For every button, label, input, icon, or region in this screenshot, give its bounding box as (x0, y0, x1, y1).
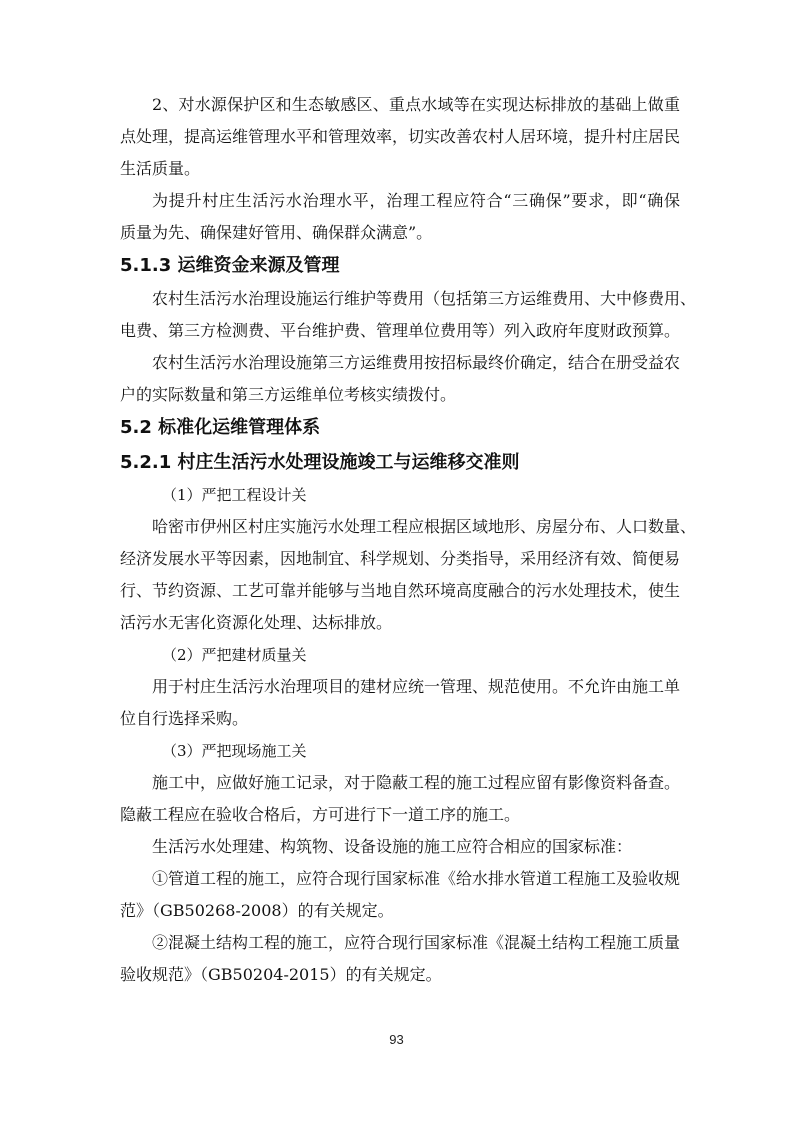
paragraph-9-line-1: ①管道工程的施工，应符合现行国家标准《给水排水管道工程施工及验收规 (152, 869, 681, 888)
paragraph-8-line-1: 生活污水处理建、构筑物、设备设施的施工应符合相应的国家标准： (152, 837, 633, 856)
paragraph-1-line-3: 生活质量。 (120, 159, 201, 178)
paragraph-4-line-2: 户的实际数量和第三方运维单位考核实绩拨付。 (120, 385, 457, 404)
paragraph-1-line-2: 点处理，提高运维管理水平和管理效率，切实改善农村人居环境，提升村庄居民 (120, 127, 681, 146)
paragraph-9-line-2: 范》（GB50268-2008）的有关规定。 (120, 901, 394, 920)
page-number: 93 (389, 1032, 404, 1047)
paragraph-3-line-2: 电费、第三方检测费、平台维护费、管理单位费用等）列入政府年度财政预算。 (120, 321, 681, 340)
paragraph-5-line-3: 行、节约资源、工艺可靠并能够与当地自然环境高度融合的污水处理技术，使生 (120, 581, 681, 600)
paragraph-1-line-1: 2、对水源保护区和生态敏感区、重点水域等在实现达标排放的基础上做重 (152, 95, 680, 114)
paragraph-3-line-1: 农村生活污水治理设施运行维护等费用（包括第三方运维费用、大中修费用、 (152, 289, 697, 308)
subheading-construction: （3）严把现场施工关 (162, 742, 307, 760)
paragraph-5-line-1: 哈密市伊州区村庄实施污水处理工程应根据区域地形、房屋分布、人口数量、 (152, 517, 697, 536)
paragraph-2-line-1: 为提升村庄生活污水治理水平，治理工程应符合“三确保”要求，即“确保 (152, 191, 680, 210)
section-heading-5-2: 5.2 标准化运维管理体系 (120, 417, 321, 438)
subheading-materials: （2）严把建材质量关 (162, 646, 307, 664)
section-heading-5-1-3: 5.1.3 运维资金来源及管理 (120, 255, 340, 276)
paragraph-6-line-2: 位自行选择采购。 (120, 709, 249, 728)
subheading-design: （1）严把工程设计关 (162, 486, 307, 504)
paragraph-4-line-1: 农村生活污水治理设施第三方运维费用按招标最终价确定，结合在册受益农 (152, 353, 681, 372)
paragraph-2-line-2: 质量为先、确保建好管用、确保群众满意”。 (120, 223, 433, 242)
paragraph-7-line-1: 施工中，应做好施工记录，对于隐蔽工程的施工过程应留有影像资料备查。 (152, 773, 681, 792)
paragraph-5-line-4: 活污水无害化资源化处理、达标排放。 (120, 613, 393, 632)
paragraph-10-line-1: ②混凝土结构工程的施工，应符合现行国家标准《混凝土结构工程施工质量 (152, 933, 681, 952)
paragraph-10-line-2: 验收规范》（GB50204-2015）的有关规定。 (120, 965, 442, 984)
paragraph-7-line-2: 隐蔽工程应在验收合格后，方可进行下一道工序的施工。 (120, 805, 521, 824)
paragraph-5-line-2: 经济发展水平等因素，因地制宜、科学规划、分类指导，采用经济有效、简便易 (120, 549, 681, 568)
section-heading-5-2-1: 5.2.1 村庄生活污水处理设施竣工与运维移交准则 (120, 452, 520, 473)
paragraph-6-line-1: 用于村庄生活污水治理项目的建材应统一管理、规范使用。不允许由施工单 (152, 677, 681, 696)
